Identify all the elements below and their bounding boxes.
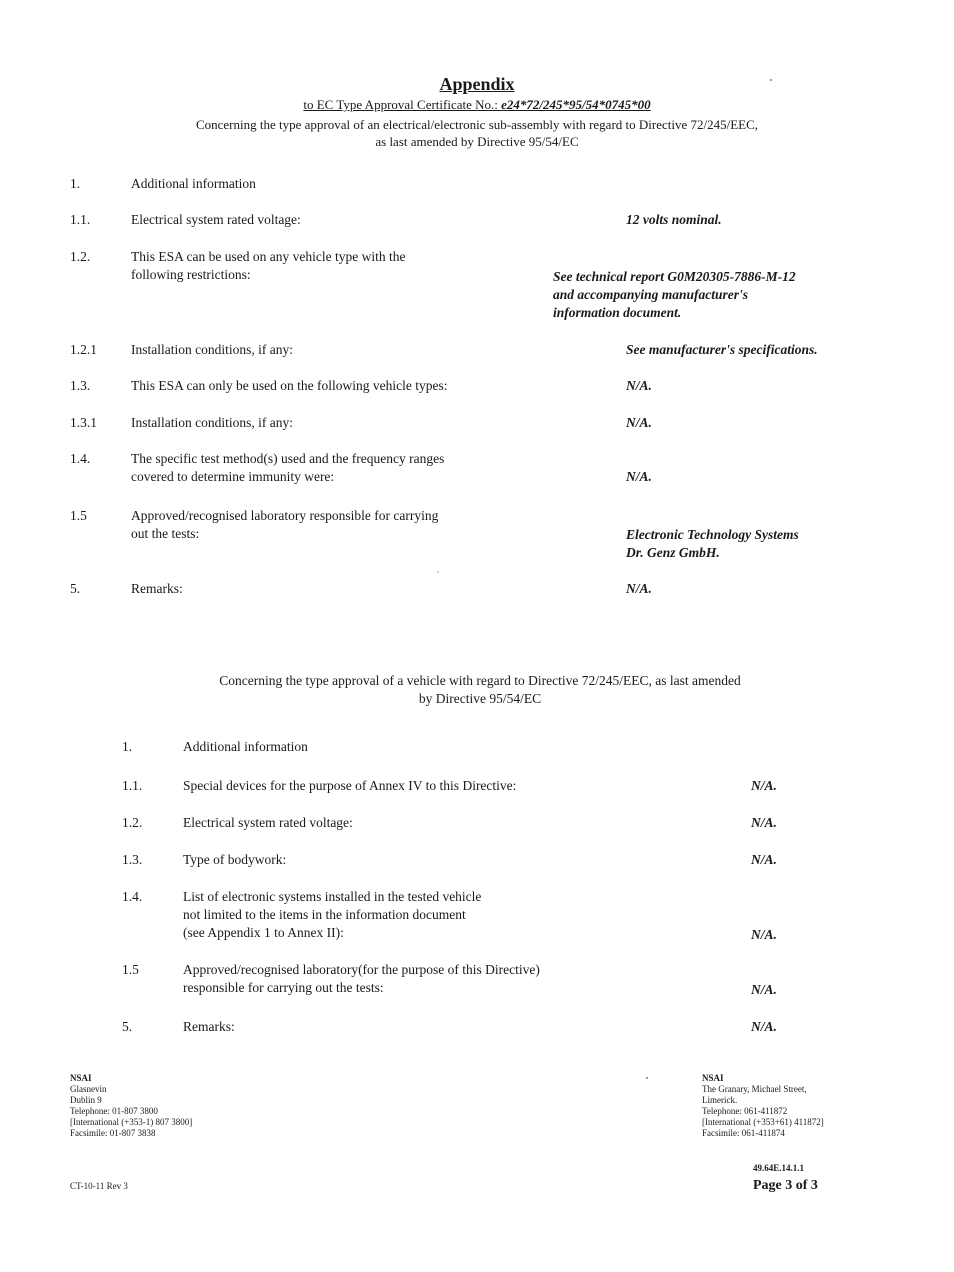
item-value: See manufacturer's specifications. [626,342,818,357]
item-number: 1.1. [70,212,91,227]
item-number: 5. [122,1019,133,1034]
item-text: Installation conditions, if any: [131,342,293,357]
item-number: 1.5 [122,962,139,977]
appendix-title: Appendix [439,74,515,94]
document-reference: 49.64E.14.1.1 [753,1163,805,1173]
form-revision: CT-10-11 Rev 3 [70,1181,128,1191]
item-number: 1.3.1 [70,415,97,430]
item-text-line-3: (see Appendix 1 to Annex II): [183,925,344,940]
item-number: 1. [122,739,133,754]
item-text-line-2: covered to determine immunity were: [131,469,335,484]
item-text: Special devices for the purpose of Annex IV to this Directive: [183,778,517,793]
item-text: Electrical system rated voltage: [183,815,353,830]
footer-org-name: NSAI [702,1073,724,1083]
header-line-2: as last amended by Directive 95/54/EC [375,134,579,149]
scan-speck [770,79,772,81]
vehicle-heading-line-2: by Directive 95/54/EC [418,691,542,706]
item-value: N/A. [626,469,652,484]
item-value-line-2: Dr. Genz GmbH. [626,545,720,560]
vehicle-heading-line-1: Concerning the type approval of a vehicle with regard to Directive 72/245/EEC, as last amended [219,673,741,688]
footer-facsimile: Facsimile: 061-411874 [702,1128,785,1138]
item-text: This ESA can be used on any vehicle type with the [131,249,406,264]
item-text: Additional information [183,739,308,754]
item-value: N/A. [751,815,777,830]
item-value: N/A. [751,852,777,867]
footer-address-line: Limerick. [702,1095,738,1105]
certificate-line [0,97,954,113]
header-line-1: Concerning the type approval of an electrical/electronic sub-assembly with regard to Directive 72/245/EEC, [195,117,759,132]
item-text: Remarks: [183,1019,235,1034]
footer-telephone: Telephone: 061-411872 [702,1106,788,1116]
item-number: 1.4. [122,889,143,904]
footer-address-dublin [70,1073,330,1139]
item-number: 1.5 [70,508,87,523]
item-number: 1.4. [70,451,91,466]
item-text: Remarks: [131,581,183,596]
item-value: N/A. [626,581,652,596]
item-value: N/A. [751,778,777,793]
item-number: 1.1. [122,778,143,793]
item-value: See technical report G0M20305-7886-M-12 [553,269,796,284]
footer-telephone: Telephone: 01-807 3800 [70,1106,158,1116]
item-text-line-2: not limited to the items in the information document [183,907,466,922]
item-value: N/A. [626,378,652,393]
footer-address-limerick [702,1073,902,1139]
page-number: Page 3 of 3 [753,1178,818,1193]
item-number: 5. [70,581,81,596]
item-text: The specific test method(s) used and the frequency ranges [131,451,445,466]
item-value: 12 volts nominal. [626,212,722,227]
item-number: 1.2. [122,815,143,830]
footer-facsimile: Facsimile: 01-807 3838 [70,1128,156,1138]
footer-international: [International (+353-1) 807 3800] [70,1117,193,1127]
item-number: 1. [70,176,81,191]
item-text: This ESA can only be used on the following vehicle types: [131,378,448,393]
item-text: Installation conditions, if any: [131,415,293,430]
footer-org-name: NSAI [70,1073,92,1083]
scan-speck [437,571,439,573]
item-number: 1.3. [122,852,143,867]
item-text: List of electronic systems installed in the tested vehicle [183,889,482,904]
item-number: 1.3. [70,378,91,393]
item-text-line-2: following restrictions: [131,267,251,282]
item-value: Electronic Technology Systems [626,527,799,542]
vehicle-section-heading [120,672,840,708]
item-text-line-2: out the tests: [131,526,200,541]
footer-address-line: The Granary, Michael Street, [702,1084,807,1094]
item-value: N/A. [751,982,777,997]
item-text: Approved/recognised laboratory(for the purpose of this Directive) [183,962,540,977]
header-description [60,116,894,150]
item-value: N/A. [751,1019,777,1034]
item-text: Type of bodywork: [183,852,287,867]
item-number: 1.2.1 [70,342,97,357]
item-number: 1.2. [70,249,91,264]
item-text-line-2: responsible for carrying out the tests: [183,980,384,995]
item-text: Approved/recognised laboratory responsible for carrying [131,508,439,523]
footer-international: [International (+353+61) 411872] [702,1117,824,1127]
footer-address-line: Glasnevin [70,1084,107,1094]
item-value: N/A. [626,415,652,430]
scan-speck [646,1077,648,1079]
item-value-line-2: and accompanying manufacturer's [553,287,749,302]
certificate-prefix: to EC Type Approval Certificate No.: [303,97,502,112]
item-text: Electrical system rated voltage: [131,212,301,227]
footer-address-line: Dublin 9 [70,1095,102,1105]
item-value: N/A. [751,927,777,942]
item-text: Additional information [131,176,256,191]
certificate-number: e24*72/245*95/54*0745*00 [501,97,651,112]
item-value-line-3: information document. [553,305,682,320]
